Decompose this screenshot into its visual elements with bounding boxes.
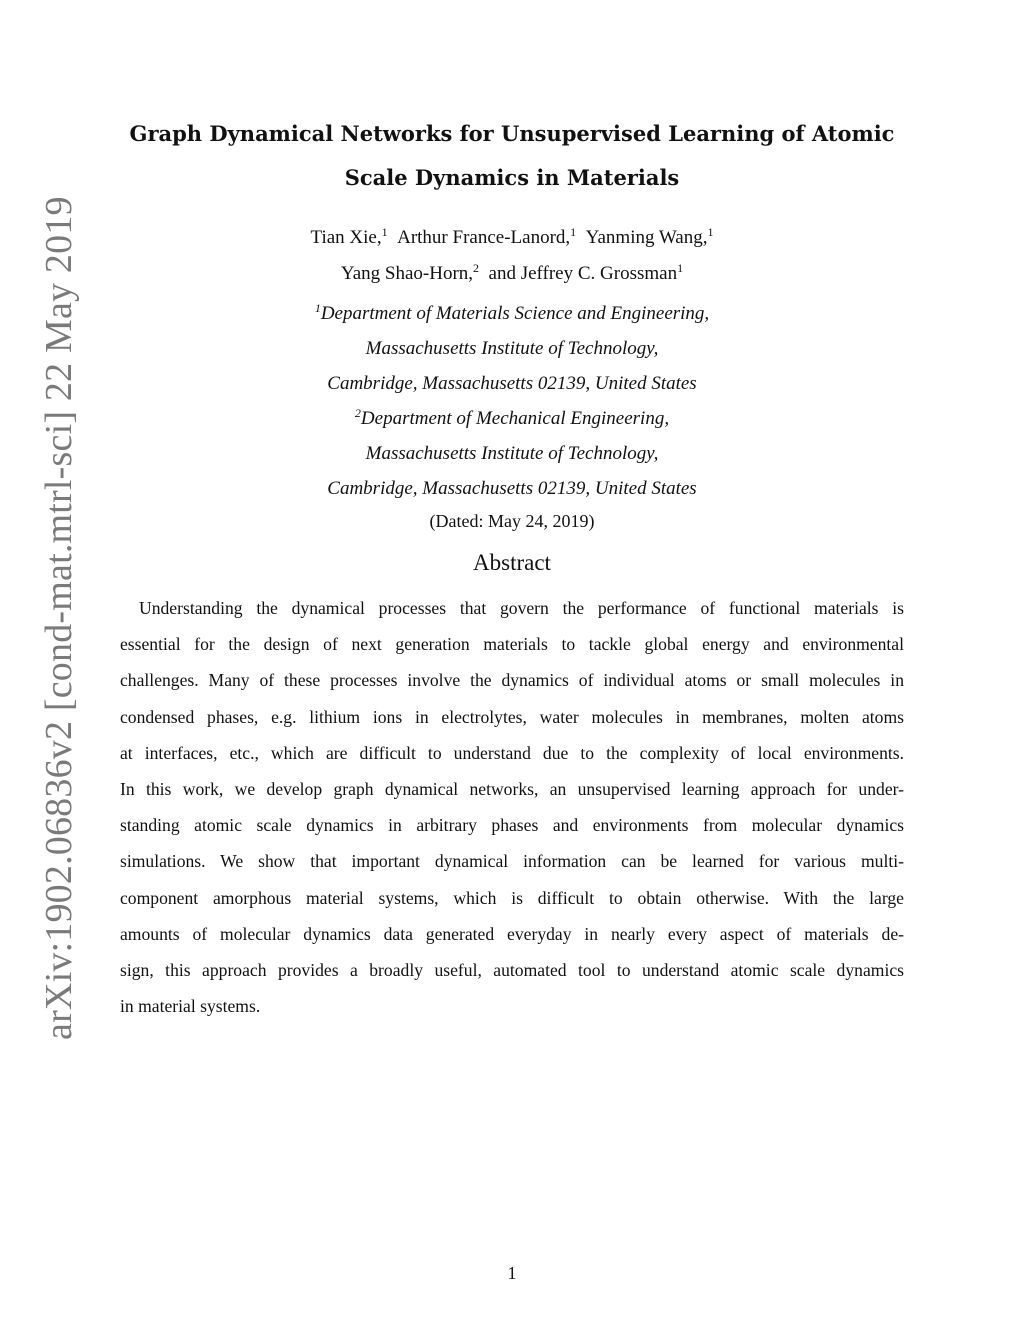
- abstract-line: amounts of molecular dynamics data generated everyday in nearly every aspect of materials de-: [120, 923, 904, 944]
- author-name: Yanming Wang,: [585, 227, 708, 248]
- abstract-heading: Abstract: [473, 550, 551, 575]
- author-affil-sup: 2: [473, 261, 480, 275]
- affiliations: [120, 296, 904, 506]
- affiliation-1-line-2: Massachusetts Institute of Technology,: [365, 338, 659, 359]
- abstract-line: in material systems.: [120, 996, 261, 1017]
- abstract-line: component amorphous material systems, which is difficult to obtain otherwise. With the large: [120, 887, 904, 908]
- author-name: Yang Shao-Horn,: [340, 263, 474, 284]
- abstract-line: In this work, we develop graph dynamical networks, an unsupervised learning approach for under-: [120, 779, 904, 800]
- abstract-line: standing atomic scale dynamics in arbitrary phases and environments from molecular dynamics: [120, 815, 904, 836]
- abstract-line: challenges. Many of these processes involve the dynamics of individual atoms or small molecules in: [120, 670, 904, 691]
- dated-line: (Dated: May 24, 2019): [429, 511, 595, 531]
- affiliation-1-line-3: Cambridge, Massachusetts 02139, United States: [327, 373, 697, 394]
- affiliation-text: Department of Materials Science and Engineering,: [320, 303, 710, 324]
- abstract-line: simulations. We show that important dynamical information can be learned for various multi-: [120, 851, 904, 872]
- author-affil-sup: 1: [381, 225, 388, 239]
- author-affil-sup: 1: [677, 261, 684, 275]
- abstract-line: condensed phases, e.g. lithium ions in electrolytes, water molecules in membranes, molten atoms: [120, 706, 904, 727]
- affiliation-2-line-3: Cambridge, Massachusetts 02139, United States: [327, 478, 697, 499]
- abstract-body: [120, 590, 904, 1024]
- affiliation-2-line-2: Massachusetts Institute of Technology,: [365, 443, 659, 464]
- affiliation-text: Department of Mechanical Engineering,: [360, 408, 670, 429]
- arxiv-identifier-sidebar: arXiv:1902.06836v2 [cond-mat.mtrl-sci] 22 May 2019: [38, 196, 80, 1040]
- author-name: Tian Xie,: [310, 227, 382, 248]
- abstract-line: Understanding the dynamical processes that govern the performance of functional materials is: [139, 598, 904, 618]
- affiliation-2-line-1: [120, 401, 904, 436]
- page-number: 1: [507, 1263, 517, 1283]
- affiliation-1-line-1: [120, 296, 904, 331]
- paper-title: [120, 112, 904, 200]
- abstract-line: sign, this approach provides a broadly useful, automated tool to understand atomic scale dynamics: [120, 960, 904, 981]
- author-line-1: [120, 220, 904, 256]
- affil-sup: 2: [354, 406, 361, 420]
- abstract-line: essential for the design of next generation materials to tackle global energy and environmental: [120, 634, 904, 655]
- title-line-2: Scale Dynamics in Materials: [344, 165, 680, 190]
- author-name: and Jeffrey C. Grossman: [488, 263, 678, 284]
- abstract-line: at interfaces, etc., which are difficult to understand due to the complexity of local environments.: [120, 742, 904, 763]
- author-affil-sup: 1: [707, 225, 714, 239]
- affil-sup: 1: [314, 301, 321, 315]
- author-line-2: [120, 256, 904, 292]
- author-list: [120, 220, 904, 292]
- title-line-1: Graph Dynamical Networks for Unsupervised Learning of Atomic: [129, 121, 895, 146]
- author-affil-sup: 1: [570, 225, 577, 239]
- author-name: Arthur France-Lanord,: [397, 227, 571, 248]
